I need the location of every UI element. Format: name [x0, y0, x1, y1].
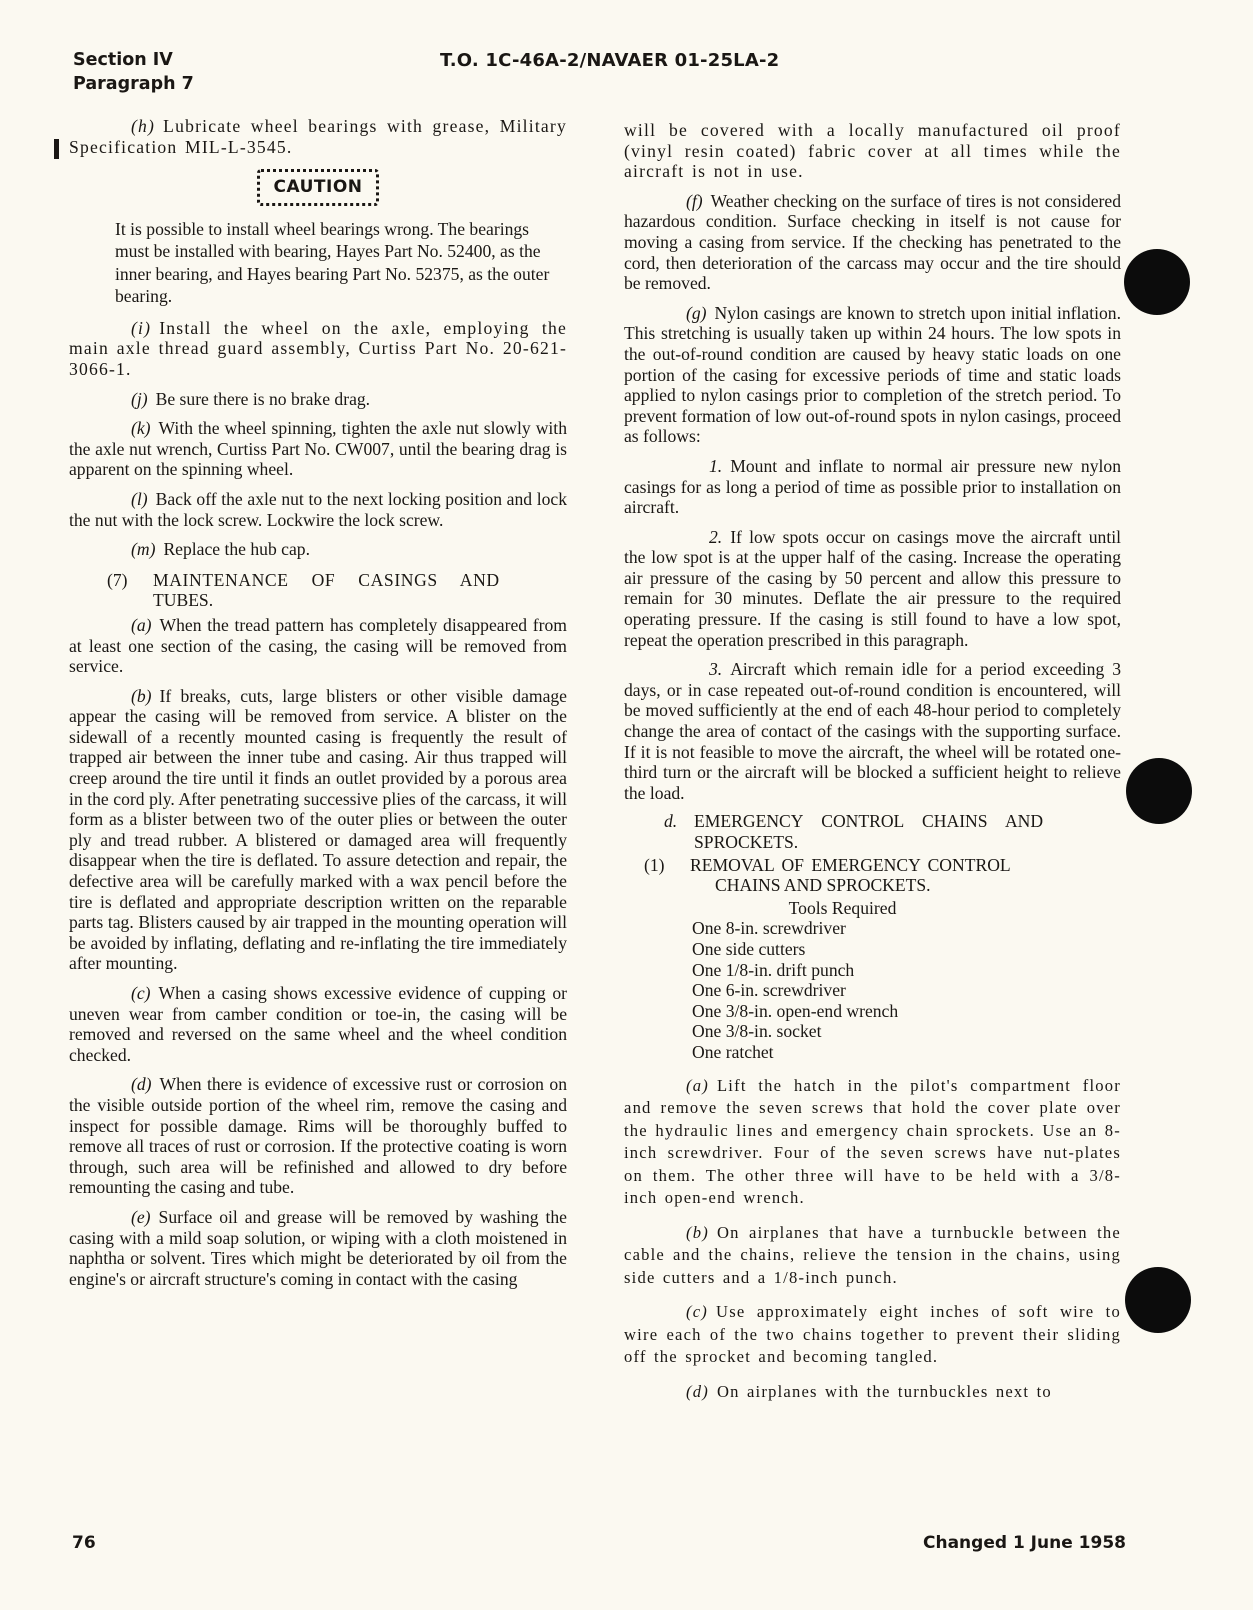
casing-step-c — [69, 983, 567, 1065]
substep-1 — [624, 456, 1121, 518]
step-label: (e) — [131, 1206, 151, 1227]
step-text: Replace the hub cap. — [163, 539, 310, 560]
step-text: Mount and inflate to normal air pressure new nylon casings for as long a period of time as possible prior to installation on aircraft. — [624, 455, 1121, 518]
heading-title-line1: MAINTENANCE OF CASINGS AND — [153, 569, 500, 590]
step-text: Use approximately eight inches of soft wire to wire each of the two chains together to prevent their sliding off the sprocket and becoming tangled. — [624, 1302, 1121, 1367]
step-h — [69, 116, 567, 157]
step-j — [69, 389, 567, 410]
left-column — [69, 116, 567, 1298]
document-id: T.O. 1C-46A-2/NAVAER 01-25LA-2 — [440, 50, 780, 71]
heading-title-line2: SPROCKETS. — [694, 832, 799, 852]
step-label: (d) — [131, 1074, 152, 1095]
substep-3 — [624, 659, 1121, 803]
substep-2 — [624, 527, 1121, 651]
step-label: (c) — [131, 983, 151, 1003]
heading-title-line2: TUBES. — [153, 590, 214, 611]
step-text: If low spots occur on casings move the aircraft until the low spot is at the upper half of the casing. Increase the operating air pressure of the casing by 50 percent and allow this pressure to remain for 30 minutes. Deflate the air pressure to the required operating pressure. If the casing is still found to have a low spot, repeat the operation prescribed in this paragraph. — [624, 526, 1121, 650]
step-label: (a) — [131, 614, 152, 635]
tool-item: One 3/8-in. socket — [692, 1021, 822, 1042]
step-label: (l) — [131, 488, 148, 509]
tools-list — [692, 918, 1121, 1062]
page-number: 76 — [72, 1533, 96, 1553]
step-i — [69, 318, 567, 380]
casing-step-a — [69, 615, 567, 677]
step-text: Aircraft which remain idle for a period exceeding 3 days, or in case repeated out-of-round condition is encountered, will be moved sufficiently at the end of each 48-hour period to completely change the area of contact of the casings with the supporting surface. If it is not feasible to move the aircraft, the wheel will be rotated one-third turn or the aircraft will be blocked a sufficient height to relieve the load. — [624, 659, 1121, 803]
casing-step-b — [69, 686, 567, 974]
tool-item: One 3/8-in. open-end wrench — [692, 1000, 899, 1021]
step-l — [69, 489, 567, 530]
step-label: (d) — [686, 1381, 709, 1401]
casing-step-e — [69, 1207, 567, 1289]
step-label: (m) — [131, 539, 156, 560]
step-m — [69, 539, 567, 560]
step-label: (f) — [686, 190, 703, 211]
removal-step-c — [624, 1301, 1121, 1369]
step-text: With the wheel spinning, tighten the axle nut slowly with the axle nut wrench, Curtiss Part No. CW007, until the bearing drag is apparent on the spinning wheel. — [69, 418, 567, 480]
tool-item: One ratchet — [692, 1041, 774, 1062]
right-column — [624, 120, 1121, 1412]
step-text: When the tread pattern has completely disappeared from at least one section of the casing, the casing will be removed from service. — [69, 614, 567, 677]
casing-step-g — [624, 303, 1121, 447]
paragraph-label: Paragraph 7 — [73, 74, 194, 94]
tool-item: One side cutters — [692, 938, 806, 959]
binder-hole-icon — [1126, 758, 1192, 824]
step-text: Install the wheel on the axle, employing the main axle thread guard assembly, Curtiss Part No. 20-621-3066-1. — [69, 317, 567, 379]
step-text: Lubricate wheel bearings with grease, Military Specification MIL-L-3545. — [69, 116, 567, 157]
heading-title-line1: EMERGENCY CONTROL CHAINS AND — [694, 811, 1044, 832]
section-d1-heading — [624, 855, 1121, 896]
tools-required-title: Tools Required — [788, 897, 897, 918]
step-k — [69, 418, 567, 480]
caution-banner — [69, 169, 567, 206]
removal-step-b — [624, 1222, 1121, 1290]
step-text: Back off the axle nut to the next locking position and lock the nut with the lock screw. Lockwire the lock screw. — [69, 488, 567, 530]
step-label: (k) — [131, 418, 151, 439]
step-label: 1. — [709, 455, 723, 476]
heading-number: (1) — [644, 854, 665, 875]
step-label: 2. — [709, 526, 723, 547]
heading-title-line2: CHAINS AND SPROCKETS. — [715, 875, 931, 896]
change-note: Changed 1 June 1958 — [923, 1533, 1126, 1553]
removal-step-d — [624, 1381, 1121, 1404]
tool-item: One 6-in. screwdriver — [692, 980, 846, 1001]
tool-item: One 1/8-in. drift punch — [692, 959, 855, 980]
tool-item: One 8-in. screwdriver — [692, 918, 846, 939]
section-header — [73, 48, 194, 96]
section-label: Section IV — [73, 50, 173, 70]
step-label: (h) — [131, 116, 156, 136]
step-label: (g) — [686, 302, 707, 323]
heading-number: (7) — [107, 569, 128, 590]
section-d-heading — [624, 811, 1121, 852]
step-label: 3. — [709, 659, 723, 680]
removal-step-a — [624, 1075, 1121, 1210]
step-text: On airplanes that have a turnbuckle between the cable and the chains, relieve the tension in the chains, using side cutters and a 1/8-inch punch. — [624, 1222, 1121, 1287]
section-7-heading — [69, 570, 567, 611]
step-text: Weather checking on the surface of tires is not considered hazardous condition. Surface checking in itself is not cause for moving a casing from service. If the checking has penetrated to the cord, then deterioration of the carcass may occur and the tire should be removed. — [624, 190, 1121, 294]
step-label: (j) — [131, 388, 148, 409]
step-text: Lift the hatch in the pilot's compartment floor and remove the seven screws that hold the cover plate over the hydraulic lines and emergency chain sprockets. Use an 8-inch screwdriver. Four of the seven screws have nut-plates on them. The other three will have to be held with a 3/8-inch open-end wrench. — [624, 1075, 1121, 1208]
caution-title: CAUTION — [257, 169, 378, 206]
step-text: If breaks, cuts, large blisters or other visible damage appear the casing will be removed from service. A blister on the sidewall of a recently mounted casing is frequently the result of trapped air between the inner tube and casing. Air thus trapped will creep around the tire until it finds an outlet provided by a porous area in the cord ply. After penetrating successive plies of the carcass, it will form as a blister between two of the outer plies or between the outer ply and tread rubber. A blistered or damaged area will frequently disappear when the tire is deflated. To assure detection and repair, the defective area will be carefully marked with a wax pencil before the tire is deflated and appropriate description written on the reparable parts tag. Blisters caused by air trapped in the mounting operation will be avoided by inflating, deflating and re-inflating the tire immediately after mounting. — [69, 685, 567, 974]
step-text: Surface oil and grease will be removed by washing the casing with a mild soap solution, or wiping with a cloth moistened in naphtha or solvent. Tires which might be deteriorated by oil from the engine's or aircraft structure's coming in contact with the casing — [69, 1206, 567, 1289]
step-label: (b) — [686, 1222, 709, 1242]
change-bar — [54, 139, 59, 159]
step-label: (b) — [131, 685, 152, 706]
step-text: When there is evidence of excessive rust or corrosion on the visible outside portion of the wheel rim, remove the casing and inspect for possible damage. Rims will be thoroughly buffed to remove all traces of rust or corrosion. If the protective coating is worn through, such area will be refinished and allowed to dry before remounting the casing and tube. — [69, 1074, 567, 1198]
step-label: (c) — [686, 1302, 709, 1322]
heading-number: d. — [664, 811, 678, 832]
casing-step-f — [624, 191, 1121, 294]
step-text: Nylon casings are known to stretch upon initial inflation. This stretching is usually taken up within 24 hours. The low spots in the out-of-round condition are caused by heavy static loads on one portion of the casing for excessive periods of time and static loads applied to nylon casings prior to completion of the stretch period. To prevent formation of low out-of-round spots in nylon casings, proceed as follows: — [624, 302, 1121, 447]
step-text: Be sure there is no brake drag. — [155, 388, 371, 409]
caution-text: It is possible to install wheel bearings wrong. The bearings must be installed with bearing, Hayes Part No. 52400, as the inner bearing, and Hayes bearing Part No. 52375, as the outer bearing. — [115, 218, 550, 307]
binder-hole-icon — [1125, 1267, 1191, 1333]
binder-hole-icon — [1124, 249, 1190, 315]
step-text: On airplanes with the turnbuckles next to — [716, 1381, 1052, 1401]
continuation-text: will be covered with a locally manufactured oil proof (vinyl resin coated) fabric cover at all times while the aircraft is not in use. — [624, 120, 1121, 182]
step-label: (i) — [131, 317, 152, 338]
step-label: (a) — [686, 1075, 709, 1095]
step-text: When a casing shows excessive evidence of cupping or uneven wear from camber condition or toe-in, the casing will be removed and reversed on the same wheel and the wheel condition checked. — [69, 983, 567, 1065]
casing-step-d — [69, 1074, 567, 1198]
heading-title-line1: REMOVAL OF EMERGENCY CONTROL — [690, 854, 1011, 875]
